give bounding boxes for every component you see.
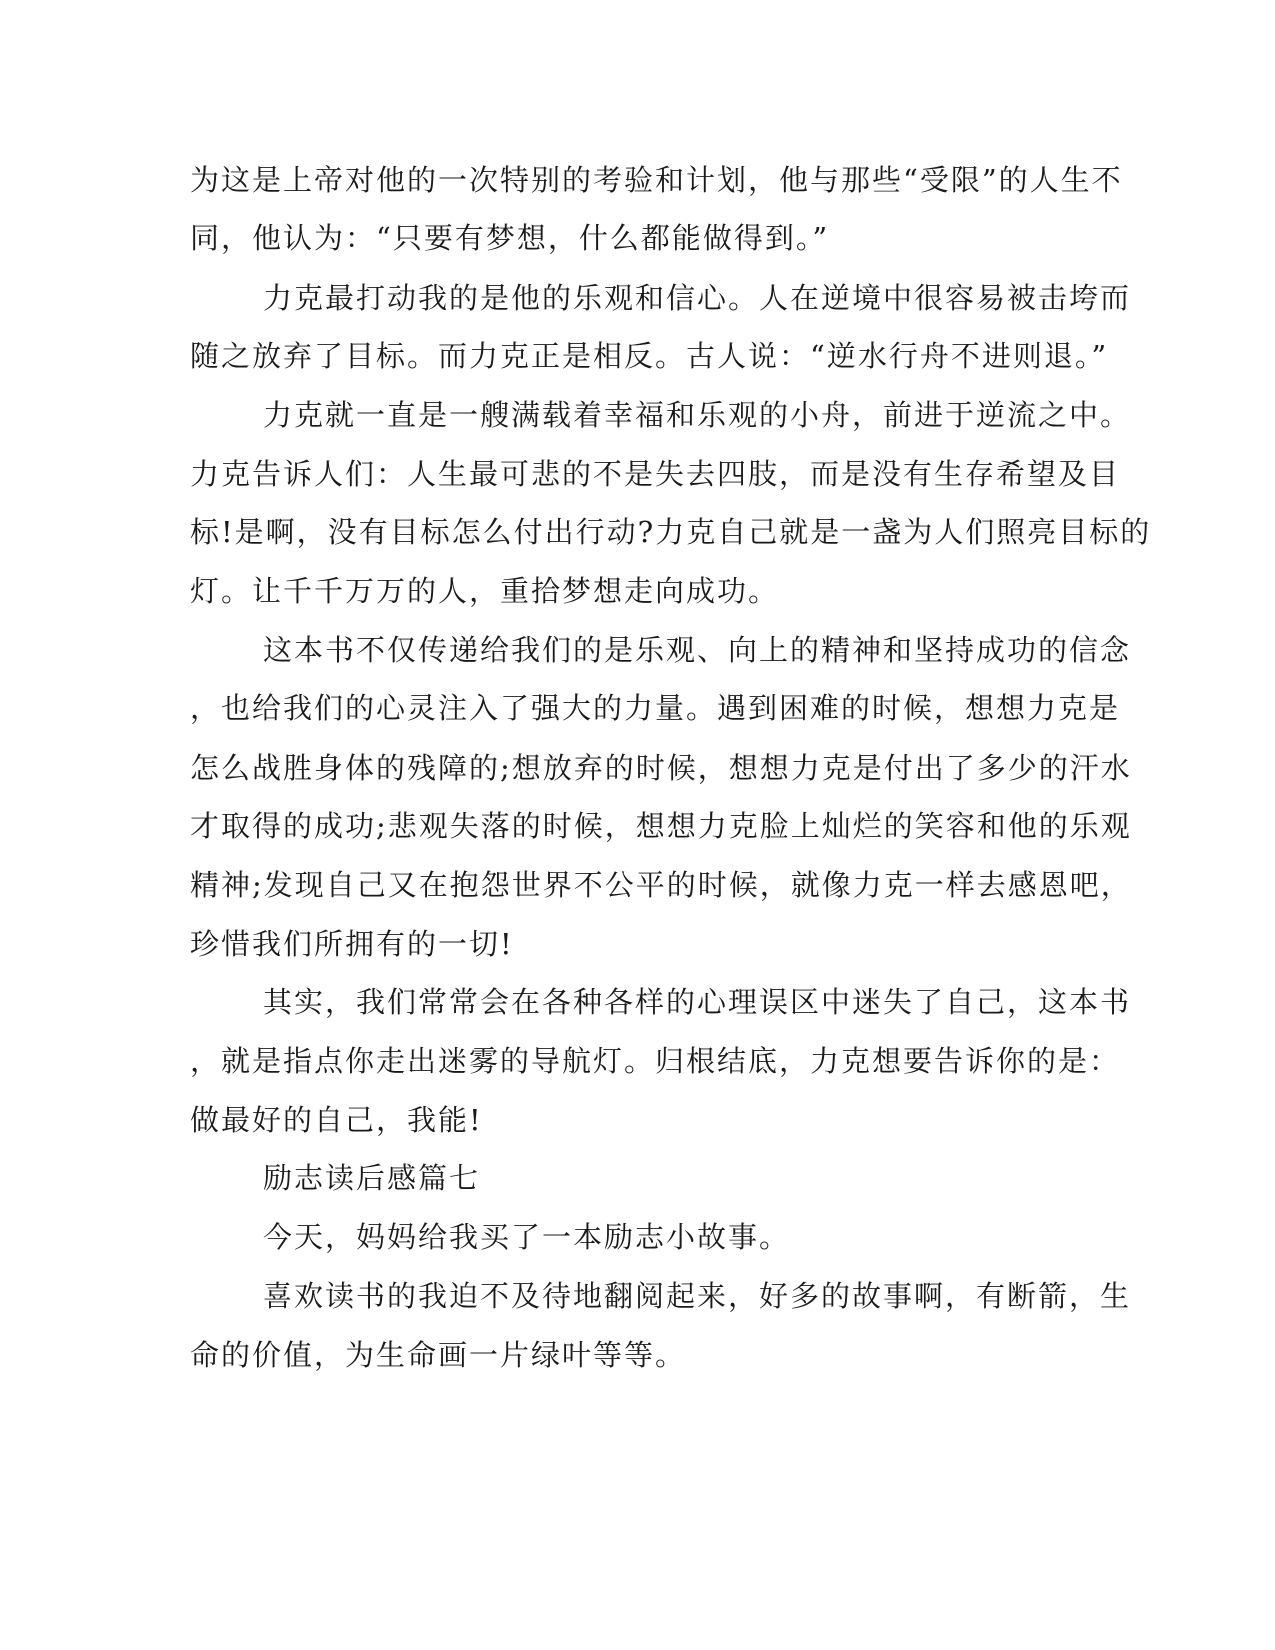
text-line: 才取得的成功;悲观失落的时候，想想力克脸上灿烂的笑容和他的乐观 xyxy=(190,809,1132,843)
text-line: 命的价值，为生命画一片绿叶等等。 xyxy=(190,1338,687,1372)
paragraph-start-line: 力克最打动我的是他的乐观和信心。人在逆境中很容易被击垮而 xyxy=(263,281,1132,315)
paragraph-start-line: 喜欢读书的我迫不及待地翻阅起来，好多的故事啊，有断箭，生 xyxy=(263,1279,1132,1313)
paragraph-start-line: 这本书不仅传递给我们的是乐观、向上的精神和坚持成功的信念 xyxy=(263,633,1132,667)
paragraph-start-line: 力克就一直是一艘满载着幸福和乐观的小舟，前进于逆流之中。 xyxy=(263,398,1132,432)
text-line: 珍惜我们所拥有的一切! xyxy=(190,927,514,961)
text-line: 怎么战胜身体的残障的;想放弃的时候，想想力克是付出了多少的汗水 xyxy=(190,751,1132,785)
paragraph-start-line: 今天，妈妈给我买了一本励志小故事。 xyxy=(263,1220,791,1254)
text-line: 标!是啊，没有目标怎么付出行动?力克自己就是一盏为人们照亮目标的 xyxy=(190,515,1152,549)
text-line: 同，他认为：“只要有梦想，什么都能做得到。” xyxy=(190,221,830,255)
text-line: 为这是上帝对他的一次特别的考验和计划，他与那些“受限”的人生不 xyxy=(190,163,1123,197)
text-line: ，就是指点你走出迷雾的导航灯。归根结底，力克想要告诉你的是： xyxy=(190,1044,1121,1078)
paragraph-start-line: 其实，我们常常会在各种各样的心理误区中迷失了自己，这本书 xyxy=(263,985,1132,1019)
section-heading: 励志读后感篇七 xyxy=(263,1161,481,1195)
text-line: ，也给我们的心灵注入了强大的力量。遇到困难的时候，想想力克是 xyxy=(190,691,1121,725)
text-line: 力克告诉人们：人生最可悲的不是失去四肢，而是没有生存希望及目 xyxy=(190,457,1121,491)
text-line: 随之放弃了目标。而力克正是相反。古人说：“逆水行舟不进则退。” xyxy=(190,339,1109,373)
text-line: 做最好的自己，我能! xyxy=(190,1103,483,1137)
text-line: 精神;发现自己又在抱怨世界不公平的时候，就像力克一样去感恩吧， xyxy=(190,868,1132,902)
text-line: 灯。让千千万万的人，重拾梦想走向成功。 xyxy=(190,574,780,608)
